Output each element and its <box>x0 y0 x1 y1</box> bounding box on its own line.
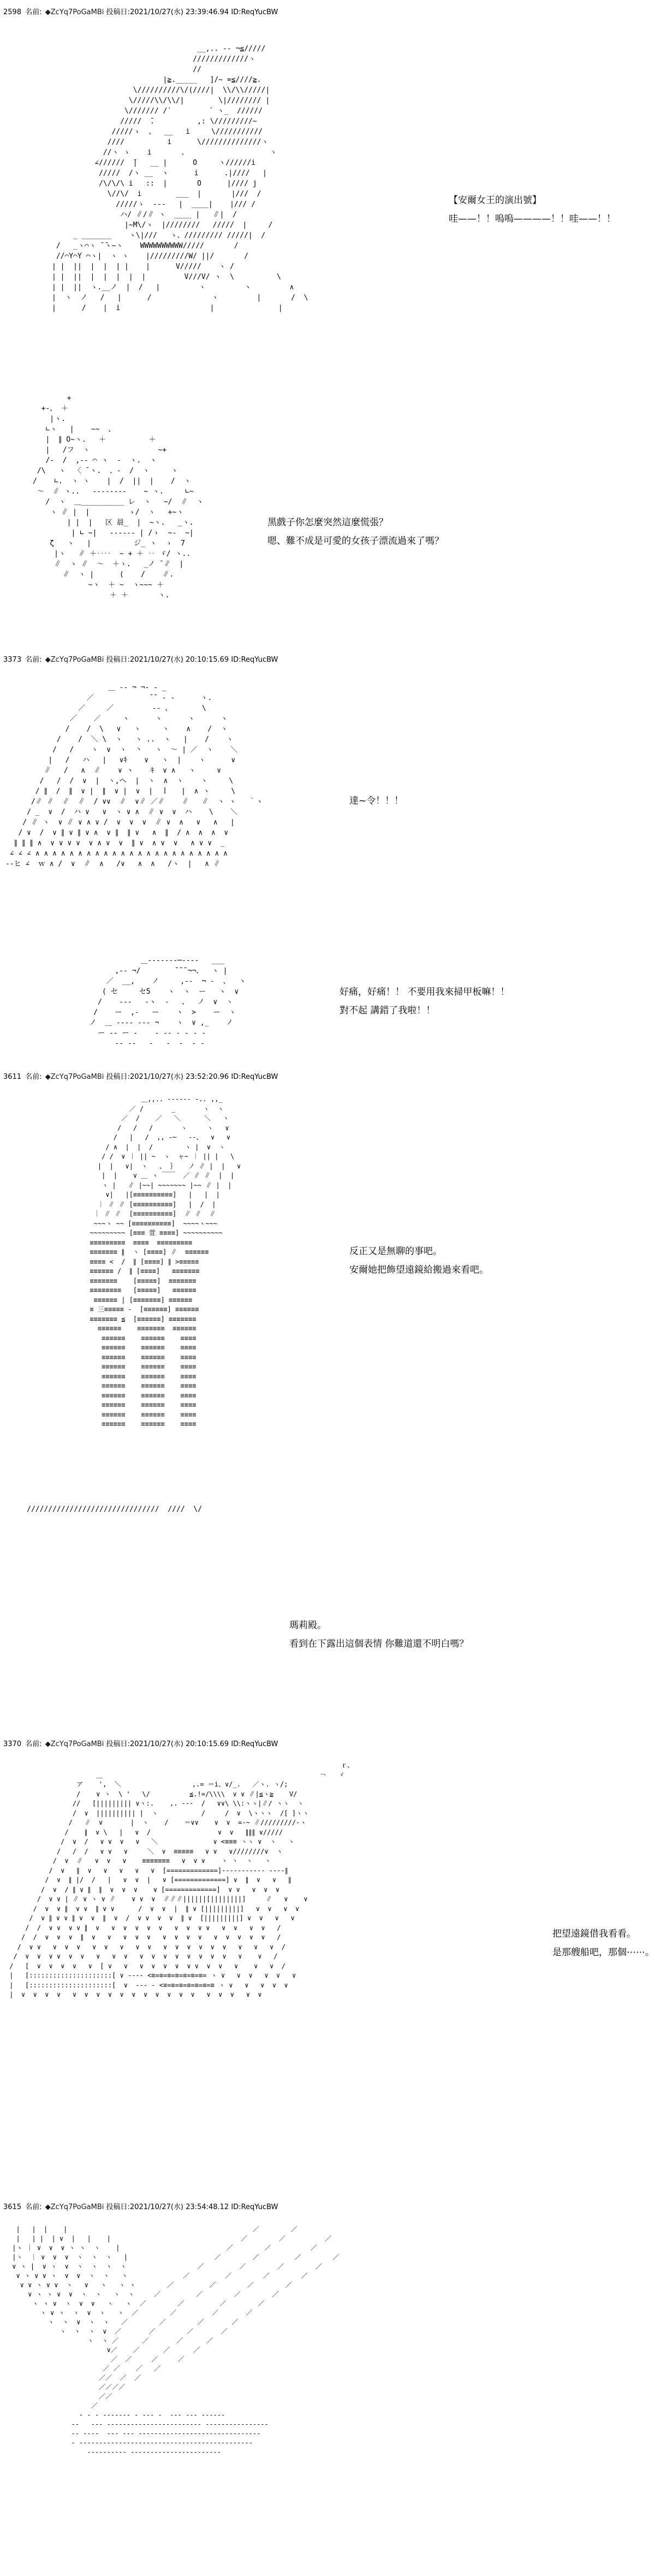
dialogue-line: 反正又是無聊的事吧。 <box>349 1246 442 1257</box>
dialogue-line: 是那艘船吧，那個⋯⋯。 <box>552 1947 654 1958</box>
post-author[interactable]: ◆ZcYq7PoGaMBi <box>45 1073 104 1081</box>
post-header <box>3 2200 652 2215</box>
post-date-label: 投稿日: <box>106 8 130 16</box>
post-date-label: 投稿日: <box>106 1740 130 1748</box>
post-header <box>3 5 652 20</box>
dialogue-box <box>552 1925 654 1962</box>
ascii-art-standing-woman: ＿,,.. -‐‐‐‐‐ -.. ,,_ ／ / _ ヽ ヽ ／ / ／ ＼ ＼ ヽ / / / ヽ ヽ ∨ / | / ,, -─ ‐-、 ∨ ∨ / ∧ | | / ヽ | ∨ ヽ / / ∨ ｜ || ~ ゝ ャ~ ｜ || | \ | | ∨| ヽ 、 ｝ ノ ∥ | | ∨ | | ∨ ＿ ヽ ￣￣ ／ ∥ ∥ | | ヽ | ∥ |~~| ~~~~~~~ |~~ ∥ | | ∨| |[≡≡≡≡≡≡≡≡≡≡] | | | ｜ ∥ ∥ [≡≡≡≡≡≡≡≡≡≡] | / | ｜ ∥ ∥ [≡≡≡≡≡≡≡≡≡≡] ∥ ∥ ∥ ~~~ヽ ~~ [≡≡≡≡≡≡≡≡≡≡] ~~~~ヽ~~~ ~~~~~~~~~ [≡≡≡ 萱 ≡≡≡≡] ~~~~~~~~~~ ≡≡≡≡≡≡≡≡≡ ≡≡≡≡ ≡≡≡≡≡≡≡≡≡ ≡≡≡≡≡≡≡ ∥ ヽ [≡≡≡≡] ∥ ≡≡≡≡≡≡ ≡≡≡≡ < / ∥ [≡≡≡≡] ∥ >≡≡≡≡≡ ≡≡≡≡≡≡ / ∥ [≡≡≡≡] ≡≡≡≡≡≡≡ ≡≡≡≡≡≡≡ [≡≡≡≡≡] ≡≡≡≡≡≡≡ ≡≡≡≡≡≡≡≡ [≡≡≡≡≡] ≡≡≡≡≡≡ ≡≡≡≡≡≡ | [≡≡≡≡≡≡≡] ≡≡≡≡≡≡ ≡ 三≡≡≡≡≡ ‐ [≡≡≡≡≡≡] ≡≡≡≡≡≡ ≡≡≡≡≡≡≡ ≦ [≡≡≡≡≡≡] ≡≡≡≡≡≡≡ ≡≡≡≡≡≡ ≡≡≡≡≡≡≡ ≡≡≡≡≡≡ ≡≡≡≡≡≡ ≡≡≡≡≡≡ ≡≡≡≡ ≡≡≡≡≡≡ ≡≡≡≡≡≡ ≡≡≡≡ ≡≡≡≡≡≡ ≡≡≡≡≡≡ ≡≡≡≡ ≡≡≡≡≡≡ ≡≡≡≡≡≡ ≡≡≡≡ ≡≡≡≡≡≡ ≡≡≡≡≡≡ ≡≡≡≡ ≡≡≡≡≡≡ ≡≡≡≡≡≡ ≡≡≡≡ ≡≡≡≡≡≡ ≡≡≡≡≡≡ ≡≡≡≡ ≡≡≡≡≡≡ ≡≡≡≡≡≡ ≡≡≡≡ ≡≡≡≡≡≡ ≡≡≡≡≡≡ ≡≡≡≡ ≡≡≡≡≡≡ ≡≡≡≡≡≡ ≡≡≡≡ <box>90 1095 241 1428</box>
name-label: 名前: <box>25 2203 42 2211</box>
post-datetime: 2021/10/27(水) 23:39:46.94 <box>129 8 229 16</box>
post-id: ID:ReqYucBW <box>231 656 278 664</box>
ascii-art-speed-lines: | | | | ／ ／ | | | | ∨ | | | ／ ／ ／ |ヽ ｜ ∨ ∨ ∨ ヽ ヽ ヽ | ／ ／ ／ |ヽ ｜ ∨ ∨ ∨ ヽ ヽ ヽ | ／ ／ ／ ／ ∨ ヽ | ∨ ヽ ∨ ヽ ヽ ヽ ヽ ／ ／ ／ ／ ∨ ヽ ∨ ∨ ヽ ∨ ∨ ヽ ヽ ヽ ／ ／ ／ ／ ∨ ∨ ヽ ∨ ∨ ヽ ∨ ヽ ヽ ヽ ／ ／ ／ ／ ∨ ヽ ヽ ∨ ∨ ヽ ヽ ヽ ヽ ／ ／ ／ ／ ヽ ヽ ∨ ヽ ∨ ∨ ヽ ヽ ／ ／ ／ ／ ヽ ∨ ヽ ヽ ∨ ヽ ヽ ／ ／ ／ ／ ヽ ヽ ∨ ヽ ヽ ／ ／ ／ ／ ヽ ヽ ヽ ∨ ／ ／ ／ ／ ヽ ヽ ／ ／ ／ ／ ∨／ ／ ／ ／ ／ ／ ／ ／ ／ ／ ／ ／ ／／ ／ ／ ／／／／ ／／ ／ ‐ ‐ ‐ ‐‐‐‐‐‐‐ ‐ ‐‐‐ ‐ ‐‐‐ ‐‐‐ ‐‐‐‐‐‐ ‐‐ ‐‐‐ ‐‐‐‐‐‐‐‐‐‐‐‐‐‐‐‐‐‐‐‐‐‐‐‐ ‐‐‐‐‐‐‐‐‐‐‐‐‐‐‐‐ ‐‐ ‐‐‐‐ ‐‐‐ ‐‐‐ ‐‐‐‐‐‐‐‐‐‐‐‐‐‐‐‐‐‐‐‐‐‐‐‐‐‐‐‐‐‐‐ ‐ ‐‐‐‐‐‐‐‐‐‐‐‐‐‐‐‐‐‐‐‐‐‐‐‐‐‐‐‐‐‐‐‐‐‐‐‐‐‐‐‐‐‐‐‐ ‐‐‐‐‐‐‐‐‐‐ ‐‐‐‐‐‐‐‐‐‐‐‐‐‐‐‐‐‐‐‐‐‐‐ <box>12 2225 340 2456</box>
post-id: ID:ReqYucBW <box>231 2203 278 2211</box>
dialogue-line: 好痛，好痛！！ 不要用我來掃甲板嘛！！ <box>340 987 510 998</box>
post-datetime: 2021/10/27(水) 20:10:15.69 <box>129 656 229 664</box>
name-label: 名前: <box>25 656 42 664</box>
post-date-label: 投稿日: <box>106 2203 130 2211</box>
post-datetime: 2021/10/27(水) 23:52:20.96 <box>129 1073 229 1081</box>
post-datetime: 2021/10/27(水) 20:10:15.69 <box>129 1740 229 1748</box>
post-header <box>3 1070 652 1084</box>
ascii-art-panel <box>0 22 655 360</box>
dialogue-box <box>349 1242 489 1279</box>
dialogue-box <box>340 983 509 1020</box>
ascii-art-panel <box>0 1493 655 1734</box>
post-number: 3373 <box>3 656 22 664</box>
post-date-label: 投稿日: <box>106 656 130 664</box>
dialogue-line: 安爾她把飾望遠鏡給搬過來看吧。 <box>349 1265 489 1275</box>
ascii-art-pirate-queen-shouting: __,.. -‐ ¬≦///// /////////////ヽ // |≧._____ ]/~ =≦////≧. \//////////\/(////| \\/\\/////| \/////\\/\\/| \|//////// | \/////// /′ ゛ヽ_ ////// ///// ̄. ,: \/////////~ /////ゝ 、 __ i \/////////// //// i \//////////////ヽ //ヽ ゝ i 、 ヽ ∠////// ̄| __ | O ヽ//////i ///// /ヽ __ ヽ i .|//// | /\/\/\ i :: | O |//// j \//\/ i ___ | |/// / /////ゝ --- | ____| |/// / ハ/ ∥/∥ ヽ ____ | ∥| / |~M\/ヽ |//////// ///// | / _ _______ ヽ\|/// ゝ、///////// /////| / / _ヽ⌒ヽ ̄ ̄ヽ~ヽ WWWWWWWWWW///// / //⌒Y⌒Y ⌒ヽ| ヽ ヽ |/////////W/ ||/ / | | || | | | | | V///// ヽ / | | || | | | | | V///V/ ヽ \ \ | | || ゝ.__ノ | / | ヽ ヽ ∧ | ヽ ノ / | / ヽ | / \ | / | i | | <box>52 45 308 312</box>
dialogue-box <box>349 792 403 810</box>
ascii-art-panel <box>0 2219 655 2569</box>
dialogue-line: 哇——！！嗚嗚————！！哇——！！ <box>449 213 616 224</box>
post-datetime: 2021/10/27(水) 23:54:48.12 <box>129 2203 229 2211</box>
post-author[interactable]: ◆ZcYq7PoGaMBi <box>45 656 104 664</box>
post-number: 3611 <box>3 1073 22 1081</box>
post-id: ID:ReqYucBW <box>231 1740 278 1748</box>
ascii-art-panel <box>0 1089 655 1493</box>
ascii-art-girl-leaping: ＿ -‐ ¬ ¬‐ ‐ _ ／ ̄ ̄ ‐ ‐ ヽ. ／ ／ ‐‐ 、 \ ／ ／ ヽ ヽ ヽ ヽ / / \ ∨ ヽ ヽ ∧ / ヽ / / ＼ \ ヽ ヽ .. ヽ | / ヽ / / ヽ ∨ ヽ 丶 ヽ ～ | ／ ヽ ＼ | / ハ | ∨ｷ ∨ ヽ | ヽ ∨ ∥ / ∧ ∥ ∨ ヽ ｷ ∨ ∧ ヽ ∨ / / / ∨ | ヽ,ヘ | ヽ ∧ ヽ ヽ \ / ∥ / ∥ ∨ | ∥ ∨ | ∨ | ｌ | ∧ ヽ \ /∥ ∥ ∥ ∥ / ∨∨ ∥ ∨∥ ／∥ ∥ ∥ ヽ ヽ ｀ヽ / _ ∨ / ハ ∨ ∨ ヽ ∨ ∧ ∥ ∨ ∨ ハ \ ＼ / ∥ ヽ ∨ ∥ ∨ ∧ ∨ / ∨ ∨ ∨ ∥ ∨ ∧ ∨ ∧ | / ∨ / ∨ ∥ ∨ ∥ ∨ ∧ ∨ ∥ ∥ ∨ ∧ ∥ / ∧ ∧ ∧ ∨ ∥ ∥ ∥ ∧ ∨ ∨ ∨ ∨ ∨ ∧ ∨ ∨ ∥ ∨ ∧ ∨ ∨ ∧ ∨ ∨ _ ∠ ∠ ∠ ∧ ∧ ∧ ∧ ∧ ∧ ∧ ∧ ∧ ∧ ∧ ∧ ∧ ∧ ∧ ∧ ∧ ∧ ∧ ∧ ∧ ∧ ∧ -‐ヒ ∠ ｗ ∧ / ∨ ∥ ∧ /∨ ∧ ∧ /ヽ | ∧ ∥ <box>5 684 263 868</box>
dialogue-line: 嗯、難不成是可愛的女孩子漂流過來了嗎？ <box>267 536 444 547</box>
dialogue-line: 達~令！！！ <box>349 796 404 806</box>
post-author[interactable]: ◆ZcYq7PoGaMBi <box>45 2203 104 2211</box>
post-number: 3370 <box>3 1740 22 1748</box>
dialogue-line: 把望遠鏡借我看看。 <box>552 1928 636 1939</box>
name-label: 名前: <box>25 1073 42 1081</box>
post-header <box>3 653 652 667</box>
post-number: 2598 <box>3 8 22 16</box>
post-header <box>3 1737 652 1752</box>
post-author[interactable]: ◆ZcYq7PoGaMBi <box>45 1740 104 1748</box>
dialogue-box <box>289 1616 468 1653</box>
ascii-art-squished-face: ＿‐‐‐‐‐‐‐─‐‐‐‐ ___ ,-‐ ¬/ ̄ ̄ ̄ ¬¬、 ヽ | ／ __, ノ ,‐‐ ¬ - 、 ヽ ( セ セ5 ヽ ヽ ー ヽ ∨ / ‐‐‐ ‐ヽ ‐ 、 ノ ∨ ヽ / ー ,- ー ヽ > ー ヽ ノ ＿ -‐‐‐ -‐‐ ¬ ヽ ∨ ,_ ノ ー ‐‐ ー ‐ ‐ ‐‐ ‐ ‐ ‐ ‐ ‐‐ ‐‐ ‐ ‐ ‐ ‐ ‐ <box>89 957 246 1048</box>
ascii-art-telescope-scene: ｒ、 ＿ ￢ ヾ ア ', ＼ ,.= ＝i、∨/_. ／ヽ. ヽ/; / ∨ ヽ \ ' \/ ≦.!=/\\\\ ∨ ∨ ∥|≦ヽ≧ V/ // [||||||||| ∨ヽ:. ,. -‐‐ / ∨∨\ \\:ヽヽ|∥/ ヽヽ ヽ / ∨ |||||||||| | ヽ / / ∨ \ヽヽヽ /[ ]ヽヽ / ∥ ∨ | ヽ / ＝∨∨ ∨ ∨ =-~ ∥/////////‐ヽ / ∥ ∨ \ | ∨ / ∨ ∨ ∥∥∥ ∨///// / ∨ / ∨ ∨ ∨ ∨ ＼ ∨ <≡≡≡ ヽヽ ∨ ヽ ヽ / / / ∨ ∨ ∨ ＼ ∨ ≡≡≡≡≡ ∨ ∨ ∨////////∨ ヽ / ∨ ∥ ∨ ∨ ∨ ≡≡≡≡≡≡≡ ∨ ∨ ∨ ヽ ヽ ヽ ヽ / ∨ ∥ ∨ ∨ ∨ ∨ ∨ [=============]‐‐‐‐‐‐‐‐‐‐‐ ‐‐‐‐∥ / ∨ ∥ |/ / | ∨ ∨ | ∨ [=============] ∨ ∥ ∨ ∨ ∥ / ∨ / ∥ ∨ ∥ ∥ ∨ ∨ ∨ ∨ [=============] ∨ ∨ ∨ ∨ ∨ / ∨ ∨ | ∥ ∨ ヽ ∨ ∥ ∨ ∨ ∨ ∥∥∥||||||[||||||||] ∥ ∨ ∨ / ∨ ∨ ∥ ∨ ∨ ∥ ∨ ∨ / ∨ ∨ | ∥ ∨ [|||||||||] ∨ ∨ ∨ ∨ / ∨ ∥ ∨ ∨ ∥ ∨ ∨ ∥ ∨ / ∨ ∨ ∨ ∨ ∥ ∨ [|||||||||] ∨ ∨ ∨ ∨ / / ∨ ∨ ∨ ∨ ∥ ∨ ∨ ∨ ∨ ∨ ∨ ∨ ∨ ∨ ∨ ∨ ∨ ∨ ∨ / / / ∨ ∨ ∨ ∥ ∨ ∨ ∨ ∨ ∨ ∨ ∨ ∨ ∨ ∨ ∨ ∨ ∨ ∨ / / ∨ ∨ ∨ ∨ ∨ ∨ ∨ ∨ ∨ ∨ ∨ ∨ ∨ ∨ ∨ ∨ ∨ ∨ ∨ / / ∨ ∨ ∨ ∨ ∨ ∨ ∨ ∨ ∨ ∨ ∨ ∨ ∨ ∨ ∨ ∨ ∨ ∨ ∨ / / [ ∨ ∨ ∨ ∨ ∨ [ ∨ ∨ ∨ ∨ ∨ ∨ ∨ ∨ ∨ ∨ ∨ ∨ ∨ / | [:::::::::::::::::::::[ ∨ ‐‐‐‐ <≡=≡=≡=≡=≡=≡=≡= ヽ ∨ ∨ ∨ ∨ ∨ ∨ | [:::::::::::::::::::::[ ∨ ‐‐‐ ‐ <≡=≡=≡=≡=≡=≡=≡ ヽ ∨ ∨ ∨ ∨ ∨ | ∨ ∨ ∨ ∨ ∨ ∨ ∨ ∨ ∨ ∨ ∨ ∨ ∨ ∨ ∨ ∨ ∨ ∨ ∨ ∨ <box>9 1761 354 1998</box>
dialogue-line: 【安爾女王的演出號】 <box>449 195 541 206</box>
post-id: ID:ReqYucBW <box>231 1073 278 1081</box>
dialogue-line: 對不起 講錯了我啦！！ <box>340 1005 436 1016</box>
name-label: 名前: <box>25 1740 42 1748</box>
post-date-label: 投稿日: <box>106 1073 130 1081</box>
ascii-art-chibi-captain: + +-、 ＋ |ヽ. ∟ヽ | ~~ 、 | ∥ O~ヽ. ＋ ＋ | /フ ヽ ~+ /- / ,-‐ ⌒ ヽ - ヽ. ヽ /\ ヽ 〈 ̄ ヽ. 、- / ヽ ヽ / ∟. ヽ ヽ | / || | / ヽ ～ ∥ ヽ.. --‐‐‐‐‐‐ ~ ヽ. ∟~ / ヽ ＿__________ レ ヽ ~/ ∥ ヽ ヽ ∥ | | ゝ/ ヽ +~ヽ | | | 区 晨_ | ~ヽ. _ヽ. | ∟ ~| -‐‐‐‐‐ | /ゝ ~‐ ~| ζ ヽ | ジ_ ヽ ゝ 7 |ヽ ∥ ＋‥‥ ~ + ＋ ‥ ゞ/ ヽ.. ∥ ヽ ∥ ～ ＋ヽ. _ノ ̄ ∥ | ∥ ヽ | ( / ∥. ~ヽ ＋ ~ ヽ~~~ ＋ ＋ ＋ ヽ. <box>33 394 204 600</box>
post-number: 3615 <box>3 2203 22 2211</box>
dialogue-line: 黑戲子你怎麼突然這麼慌張？ <box>267 517 388 528</box>
dialogue-line: 瑪莉殿。 <box>289 1620 326 1631</box>
dialogue-box <box>267 513 444 550</box>
post-id: ID:ReqYucBW <box>231 8 278 16</box>
ascii-art-panel <box>0 382 655 644</box>
ascii-art-sunglasses-man: /////////////////////////////// //// \/ 瑪莉殿。 看到在下露出這個表情 你難道還不明白嗎？ <box>5 1504 215 1525</box>
ascii-art-panel <box>0 1755 655 2192</box>
dialogue-line: 看到在下露出這個表情 你難道還不明白嗎？ <box>289 1639 469 1649</box>
name-label: 名前: <box>25 8 42 16</box>
post-author[interactable]: ◆ZcYq7PoGaMBi <box>45 8 104 16</box>
dialogue-box <box>449 191 616 228</box>
ascii-art-panel <box>0 672 655 955</box>
ascii-art-panel <box>0 955 655 1070</box>
